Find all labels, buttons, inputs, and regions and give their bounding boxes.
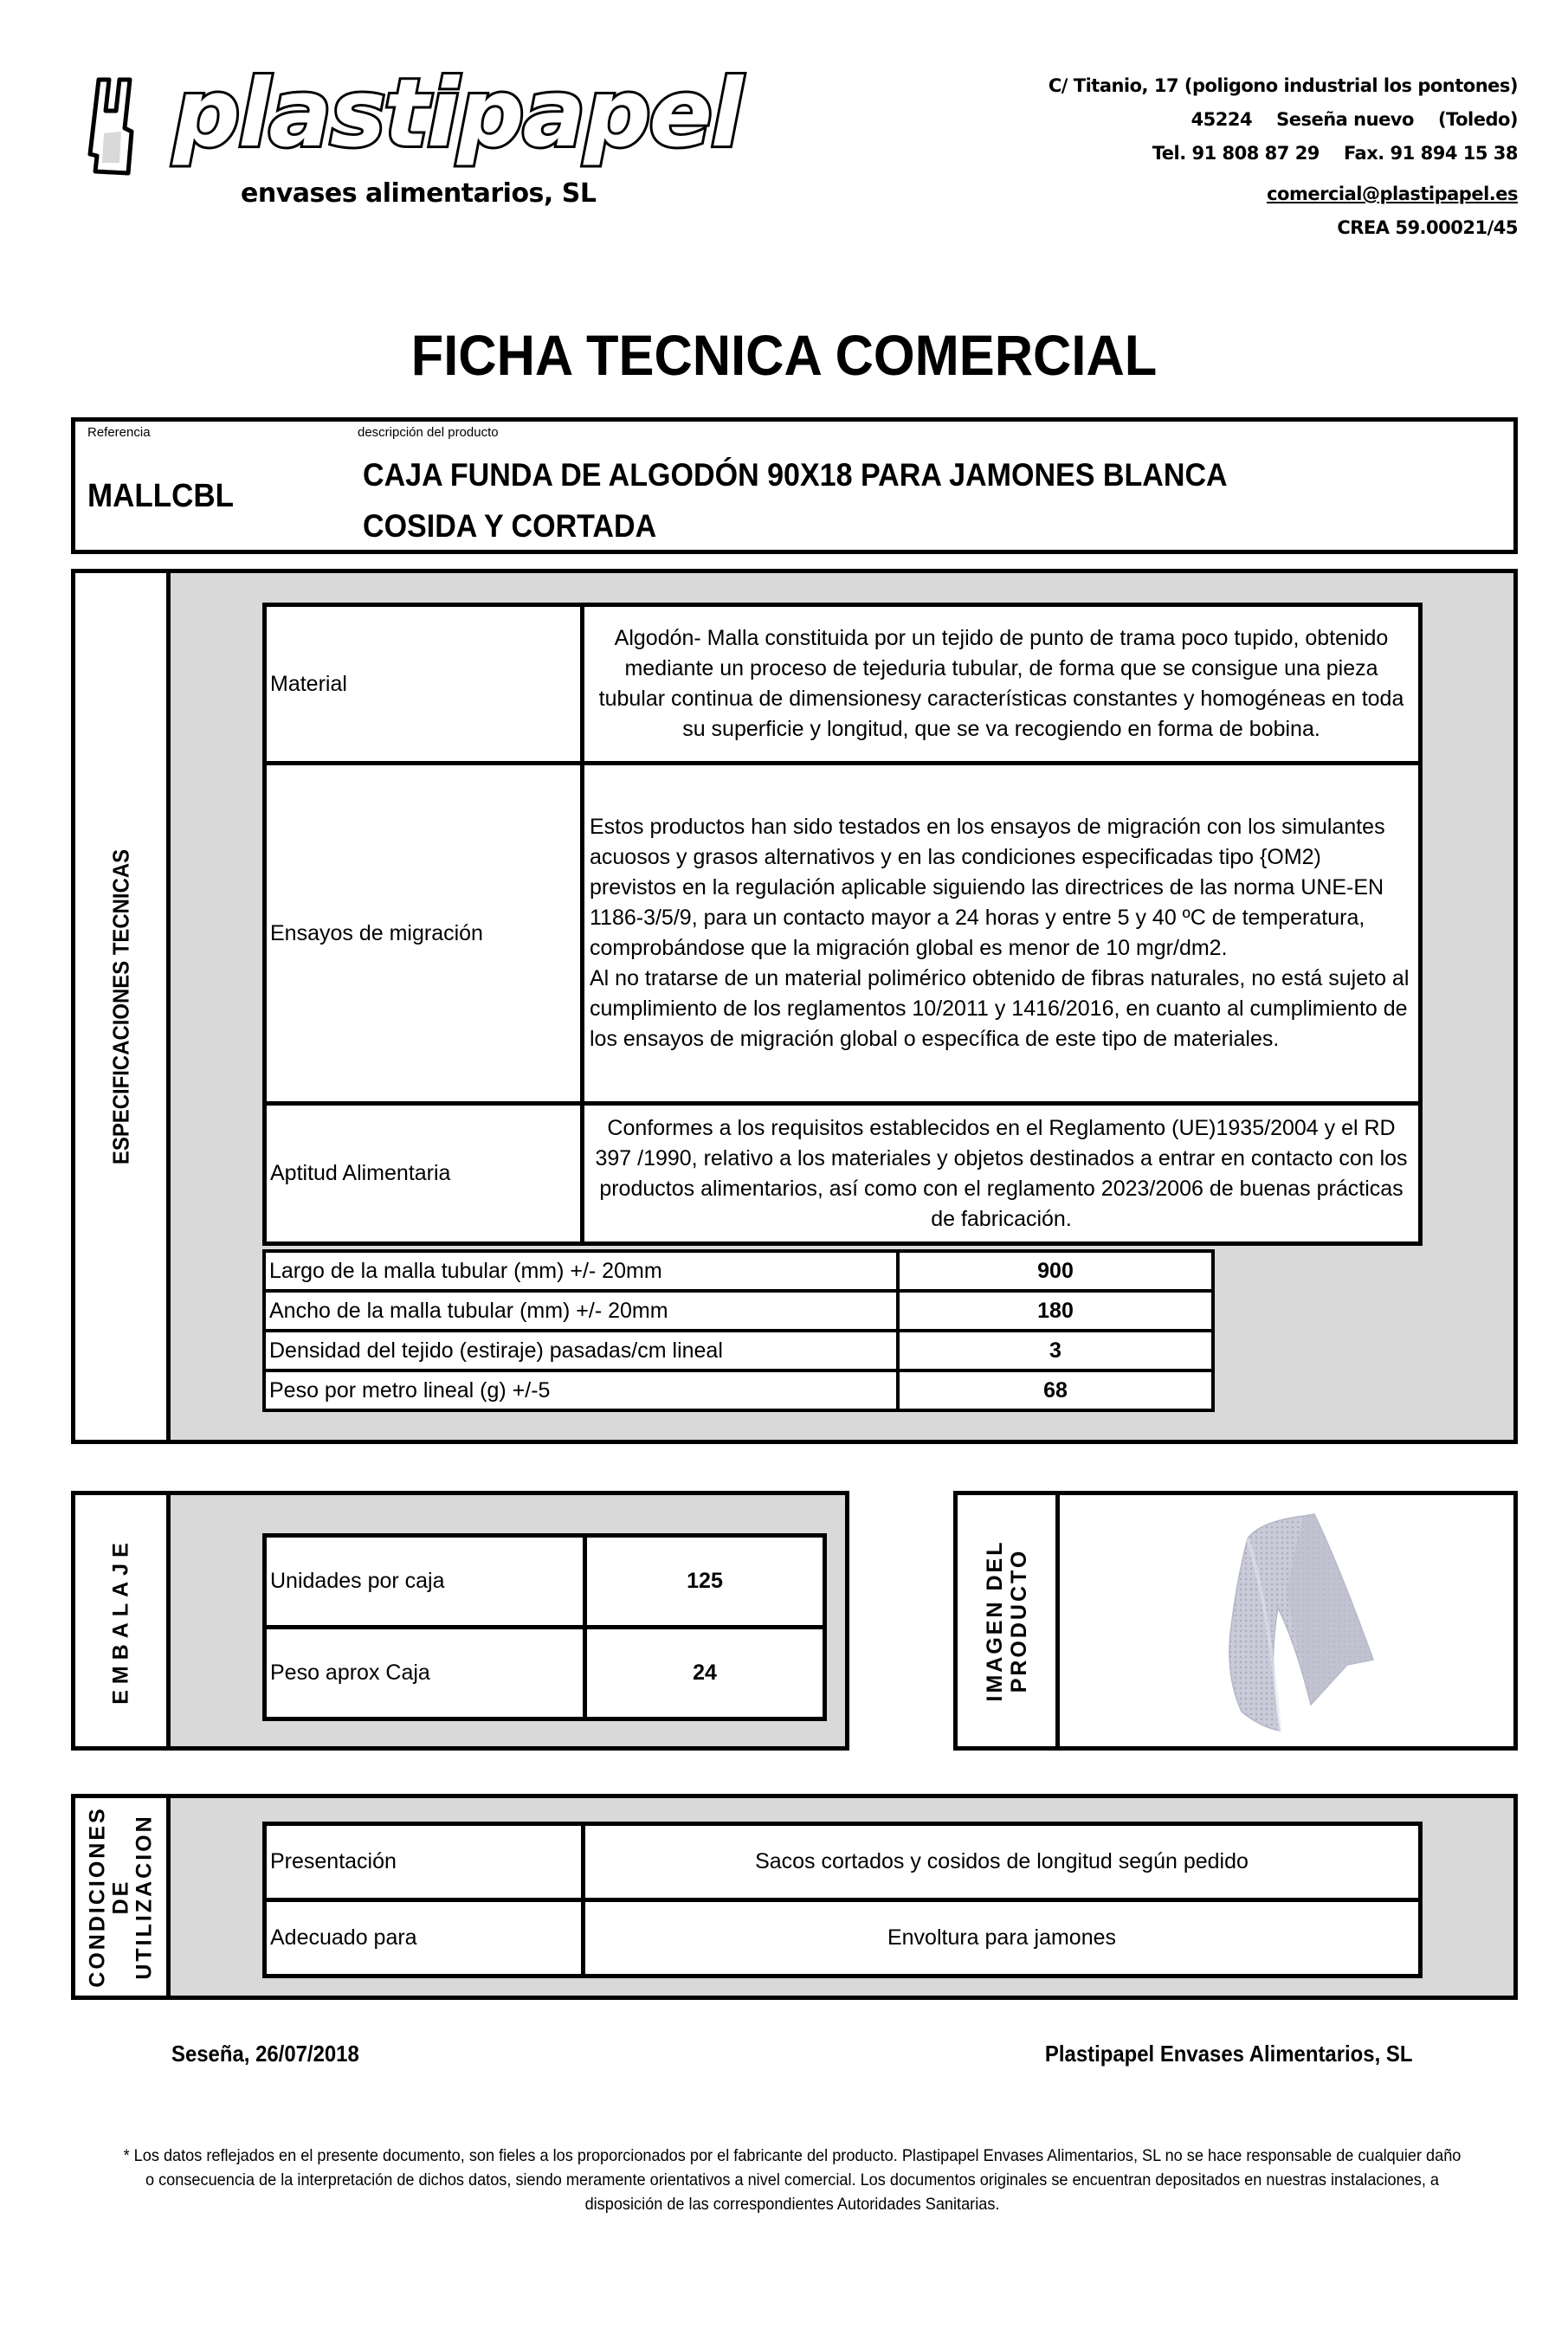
reference-label: Referencia	[87, 425, 151, 440]
packaging-label: Peso aprox Caja	[265, 1628, 585, 1719]
address-street: C/ Titanio, 17 (poligono industrial los pontones)	[1048, 75, 1518, 96]
section-label-line: PRODUCTO	[1006, 1548, 1031, 1693]
section-label	[983, 1540, 1031, 1702]
table-row	[264, 1331, 1213, 1370]
condition-value: Envoltura para jamones	[584, 1900, 1421, 1977]
section-label-line: DE	[108, 1879, 132, 1915]
logo-wordmark: plastipapel	[173, 60, 741, 168]
conditions-table	[262, 1822, 1423, 1978]
section-label-line: UTILIZACION	[132, 1814, 156, 1980]
section-label-column	[75, 1495, 171, 1746]
table-row	[265, 1104, 1421, 1244]
spec-value: Conformes a los requisitos establecidos en el Reglamento (UE)1935/2004 y el RD 397 /1990, relativo a los materiales y objetos destinados a entrar en contacto con los productos alimentarios, así como con el reglamento 2023/2006 de buenas prácticas de fabricación.	[583, 1104, 1421, 1244]
section-label: EMBALAJE	[108, 1537, 132, 1705]
dimension-value: 900	[898, 1251, 1213, 1291]
disclaimer: * Los datos reflejados en el presente documento, son fieles a los proporcionados por el fabricante del producto. Plastipapel Envases Alimentarios, SL no se hace responsable de cualquier daño o consecuencia de la interpretación de dichos datos, siendo meramente orientativos a nivel comercial. Los documentos originales se encuentran depositados en nuestras instalaciones, a disposición de las correspondientes Autoridades Sanitarias.	[123, 2146, 1462, 2214]
packaging-table	[262, 1533, 827, 1721]
company-address	[912, 69, 1518, 245]
crea-registration: CREA 59.00021/45	[1337, 217, 1518, 238]
dimension-label: Peso por metro lineal (g) +/-5	[264, 1370, 898, 1410]
address-city-line	[912, 103, 1518, 137]
table-row	[265, 1536, 825, 1628]
section-label: ESPECIFICACIONES TECNICAS	[107, 848, 133, 1164]
product-header	[71, 417, 1518, 554]
specs-table	[262, 603, 1423, 1246]
spec-value-paragraph: Al no tratarse de un material polimérico obtenido de fibras naturales, no está sujeto al cumplimiento de los reglamentos 10/2011 y 1416/2016, en cuanto al cumplimiento de los ensayos de migración global o específica de este tipo de materiales.	[590, 966, 1410, 1051]
packaging-value: 24	[585, 1628, 825, 1719]
table-row	[264, 1370, 1213, 1410]
description-line-1: CAJA FUNDA DE ALGODÓN 90X18 PARA JAMONES BLANCA	[363, 457, 1228, 493]
reference-value: MALLCBL	[87, 478, 234, 514]
section-label-column	[75, 573, 171, 1440]
packaging-label: Unidades por caja	[265, 1536, 585, 1628]
table-row	[265, 605, 1421, 764]
dimension-value: 180	[898, 1291, 1213, 1331]
postal-code: 45224	[1191, 109, 1253, 130]
table-row	[264, 1251, 1213, 1291]
spec-value	[583, 764, 1421, 1104]
section-label-column	[958, 1495, 1060, 1746]
product-description	[363, 449, 1228, 551]
spec-value-paragraph: Estos productos han sido testados en los ensayos de migración con los simulantes acuosos y grasos alternativos y en las condiciones especificadas tipo {OM2) previstos en la regulación aplicable siguiendo las directrices de las norma UNE-EN 1186-3/5/9, para un contacto mayor a 24 horas y entre 5 y 40 ºC de temperatura, comprobándose que la migración global es menor de 10 mgr/dm2.	[590, 815, 1385, 960]
company-logo	[87, 60, 741, 223]
technical-specs-section	[71, 569, 1518, 1444]
dimension-value: 68	[898, 1370, 1213, 1410]
province: (Toledo)	[1437, 109, 1518, 130]
dimension-value: 3	[898, 1331, 1213, 1370]
spec-value: Algodón- Malla constituida por un tejido de punto de trama poco tupido, obtenido mediante un proceso de tejeduria tubular, de forma que se consigue una pieza tubular continua de dimensionesy características constantes y homogéneas en toda su superficie y longitud, que se va recogiendo en forma de bobina.	[583, 605, 1421, 764]
packaging-section	[71, 1491, 849, 1751]
condition-value: Sacos cortados y cosidos de longitud según pedido	[584, 1824, 1421, 1900]
table-row	[265, 764, 1421, 1104]
product-image-section	[953, 1491, 1518, 1751]
fax: Fax. 91 894 15 38	[1343, 143, 1518, 164]
condition-label: Adecuado para	[265, 1900, 584, 1977]
dimensions-table	[262, 1249, 1215, 1412]
dimension-label: Largo de la malla tubular (mm) +/- 20mm	[264, 1251, 898, 1291]
telephone: Tel. 91 808 87 29	[1152, 143, 1320, 164]
table-row	[265, 1824, 1421, 1900]
dimension-label: Densidad del tejido (estiraje) pasadas/cm lineal	[264, 1331, 898, 1370]
packaging-value: 125	[585, 1536, 825, 1628]
section-label-line: IMAGEN DEL	[982, 1539, 1007, 1702]
spec-label: Aptitud Alimentaria	[265, 1104, 583, 1244]
address-phone-line	[912, 137, 1518, 171]
section-label	[86, 1806, 156, 1987]
place-date: Seseña, 26/07/2018	[171, 2041, 359, 2067]
company-signature: Plastipapel Envases Alimentarios, SL	[1044, 2041, 1412, 2067]
description-label: descripción del producto	[358, 425, 499, 440]
spec-label: Ensayos de migración	[265, 764, 583, 1104]
spec-label: Material	[265, 605, 583, 764]
product-photo	[1165, 1504, 1425, 1738]
condition-label: Presentación	[265, 1824, 584, 1900]
logo-subtitle: envases alimentarios, SL	[241, 178, 597, 209]
email-link[interactable]: comercial@plastipapel.es	[1267, 184, 1518, 204]
usage-conditions-section	[71, 1794, 1518, 2000]
section-label-column	[75, 1798, 171, 1996]
page-title: FICHA TECNICA COMERCIAL	[410, 323, 1158, 387]
section-label-line: CONDICIONES	[85, 1806, 109, 1988]
shopping-bag-icon	[87, 76, 169, 178]
table-row	[265, 1628, 825, 1719]
dimension-label: Ancho de la malla tubular (mm) +/- 20mm	[264, 1291, 898, 1331]
city: Seseña nuevo	[1276, 109, 1414, 130]
table-row	[265, 1900, 1421, 1977]
table-row	[264, 1291, 1213, 1331]
description-line-2: COSIDA Y CORTADA	[363, 508, 657, 544]
